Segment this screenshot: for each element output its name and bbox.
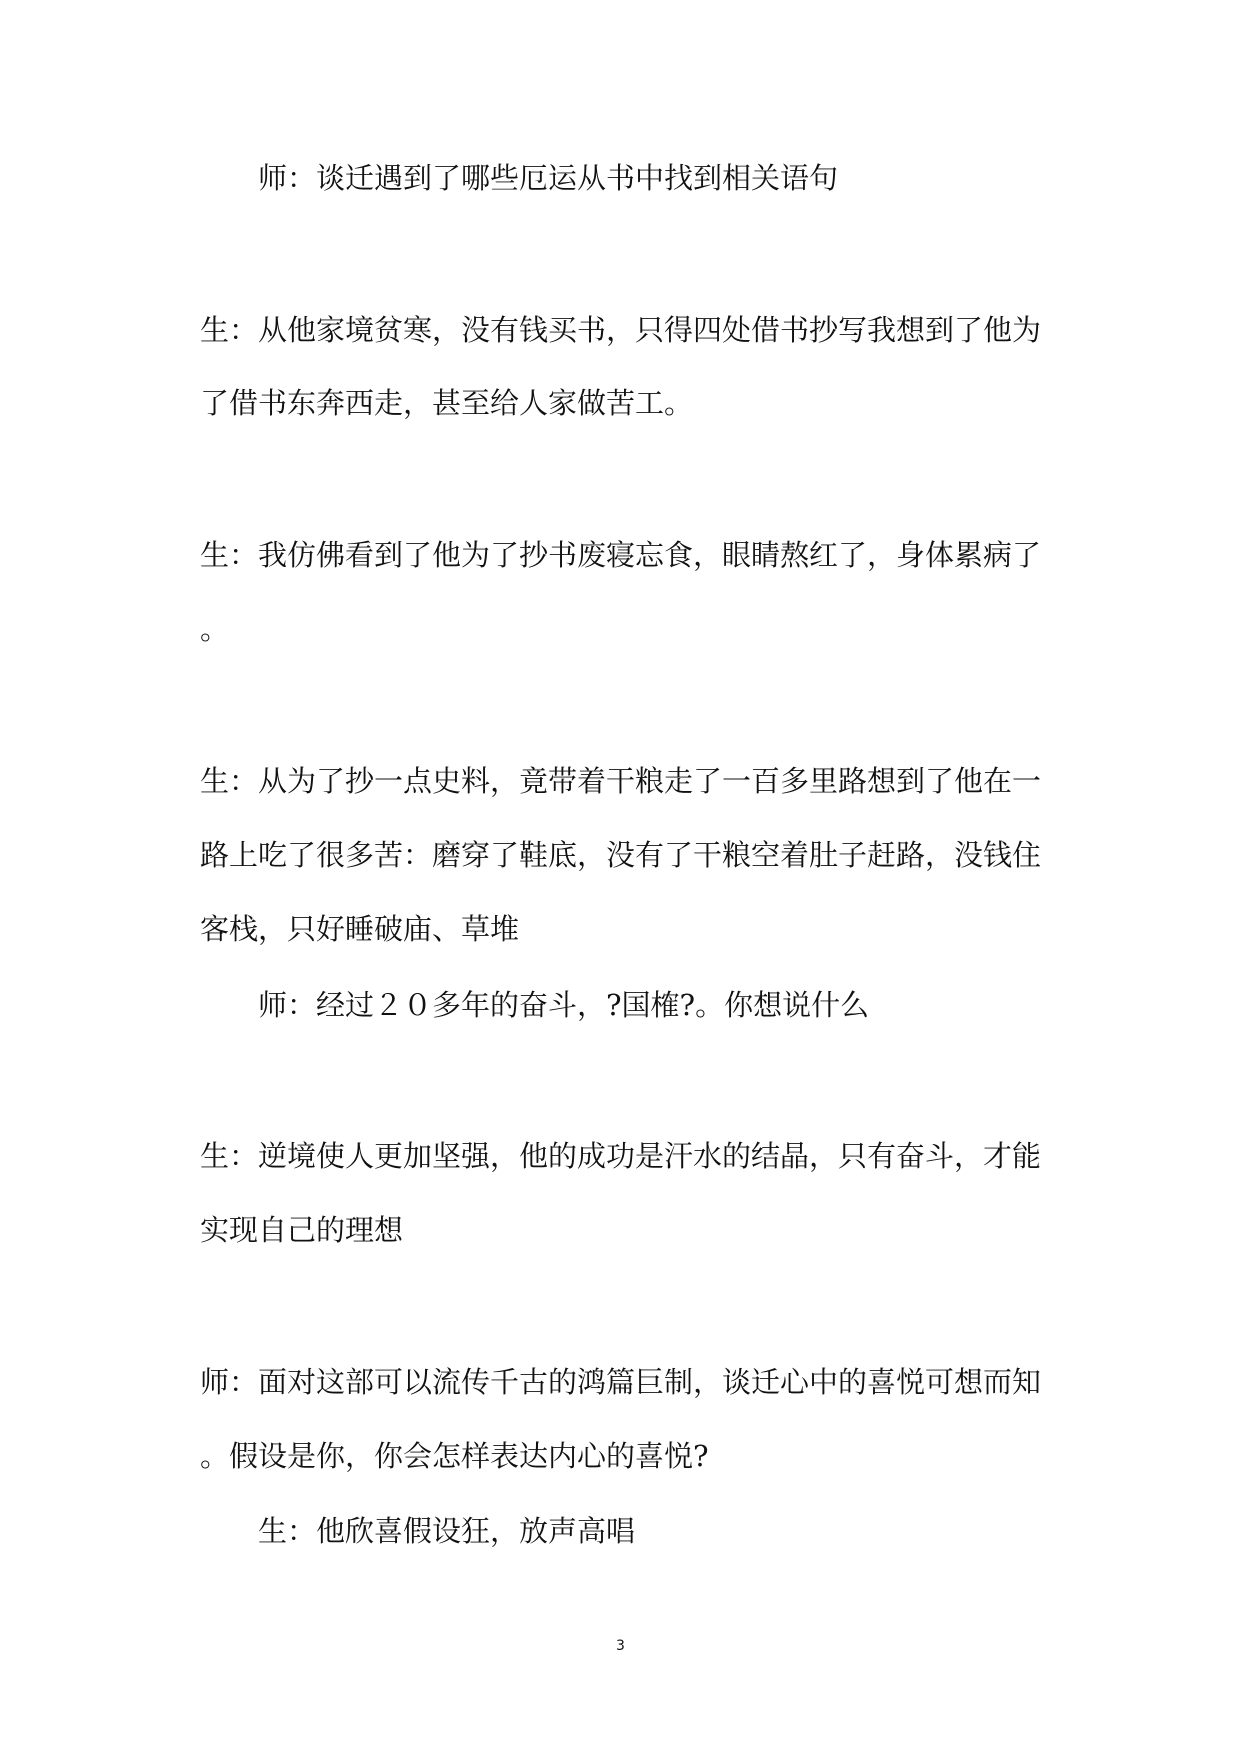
teacher-question-3-line-1: 师：面对这部可以流传千古的鸿篇巨制，谈迁心中的喜悦可想而知 [200, 1365, 1042, 1399]
page-number: 3 [616, 1638, 625, 1654]
student-answer-3-line-1: 生：从为了抄一点史料，竟带着干粮走了一百多里路想到了他在一 [200, 764, 1042, 798]
teacher-question-1: 师：谈迁遇到了哪些厄运从书中找到相关语句 [258, 161, 839, 195]
student-answer-3-line-3: 客栈，只好睡破庙、草堆 [200, 912, 520, 946]
student-answer-5: 生：他欣喜假设狂，放声高唱 [258, 1514, 636, 1548]
student-answer-2-line-2: 。 [200, 612, 230, 646]
student-answer-1-line-2: 了借书东奔西走，甚至给人家做苦工。 [200, 386, 694, 420]
student-answer-3-line-2: 路上吃了很多苦：磨穿了鞋底，没有了干粮空着肚子赶路，没钱住 [200, 838, 1042, 872]
student-answer-4-line-2: 实现自己的理想 [200, 1213, 404, 1247]
teacher-question-2: 师：经过２０多年的奋斗，?国榷?。你想说什么 [258, 988, 870, 1022]
student-answer-1-line-1: 生：从他家境贫寒，没有钱买书，只得四处借书抄写我想到了他为 [200, 313, 1042, 347]
student-answer-4-line-1: 生：逆境使人更加坚强，他的成功是汗水的结晶，只有奋斗，才能 [200, 1139, 1042, 1173]
teacher-question-3-line-2: 。假设是你，你会怎样表达内心的喜悦? [200, 1439, 709, 1473]
student-answer-2-line-1: 生：我仿佛看到了他为了抄书废寝忘食，眼睛熬红了，身体累病了 [200, 538, 1042, 572]
